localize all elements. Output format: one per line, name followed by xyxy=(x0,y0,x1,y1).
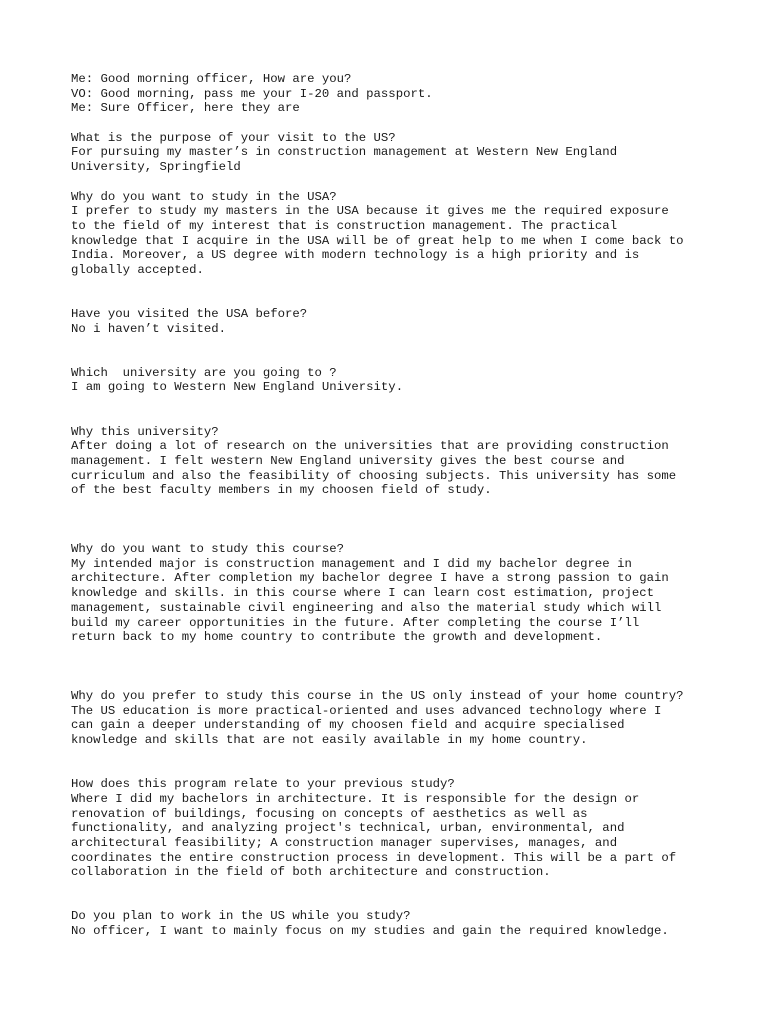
paragraph-line: of the best faculty members in my choosen field of study. xyxy=(71,483,492,498)
paragraph-line: I am going to Western New England University. xyxy=(71,380,404,395)
paragraph-line: Me: Sure Officer, here they are xyxy=(71,101,300,116)
paragraph-line: renovation of buildings, focusing on concepts of aesthetics as well as xyxy=(71,806,588,821)
paragraph-line: Where I did my bachelors in architecture. It is responsible for the design or xyxy=(71,791,640,806)
paragraph-line: My intended major is construction management and I did my bachelor degree in xyxy=(71,556,632,571)
paragraph-first-line: Which university are you going to ? xyxy=(71,365,337,380)
paragraph-block xyxy=(71,72,711,116)
paragraph-line: architecture. After completion my bachelor degree I have a strong passion to gain xyxy=(71,571,669,586)
paragraph-line: collaboration in the field of both architecture and construction. xyxy=(71,865,551,880)
paragraph-block xyxy=(71,909,711,938)
paragraph-block xyxy=(71,542,711,645)
document-body xyxy=(71,72,711,939)
paragraph-first-line: Me: Good morning officer, How are you? xyxy=(71,72,352,86)
paragraph-line: University, Springfield xyxy=(71,160,241,175)
paragraph-first-line: Why do you prefer to study this course in the US only instead of your home country? xyxy=(71,688,684,703)
paragraph-line: curriculum and also the feasibility of choosing subjects. This university has some xyxy=(71,468,677,483)
paragraph-line: functionality, and analyzing project's technical, urban, environmental, and xyxy=(71,821,625,836)
paragraph-line: globally accepted. xyxy=(71,262,204,277)
paragraph-line: architectural feasibility; A construction manager supervises, manages, and xyxy=(71,835,618,850)
paragraph-line: knowledge and skills. in this course where I can learn cost estimation, project xyxy=(71,586,654,601)
paragraph-first-line: Do you plan to work in the US while you study? xyxy=(71,909,411,924)
paragraph-line: No i haven’t visited. xyxy=(71,321,226,336)
paragraph-first-line: What is the purpose of your visit to the US? xyxy=(71,130,396,145)
paragraph-first-line: How does this program relate to your previous study? xyxy=(71,777,455,792)
paragraph-line: return back to my home country to contribute the growth and development. xyxy=(71,630,603,645)
paragraph-line: The US education is more practical-oriented and uses advanced technology where I xyxy=(71,703,662,718)
paragraph-line: management. I felt western New England university gives the best course and xyxy=(71,453,625,468)
paragraph-line: I prefer to study my masters in the USA because it gives me the required exposure xyxy=(71,204,669,219)
paragraph-line: coordinates the entire construction process in development. This will be a part of xyxy=(71,850,677,865)
paragraph-block xyxy=(71,777,711,880)
paragraph-line: build my career opportunities in the future. After completing the course I’ll xyxy=(71,615,640,630)
paragraph-line: India. Moreover, a US degree with modern technology is a high priority and is xyxy=(71,248,640,263)
paragraph-line: No officer, I want to mainly focus on my studies and gain the required knowledge. xyxy=(71,924,669,939)
paragraph-block xyxy=(71,307,711,336)
paragraph-first-line: Have you visited the USA before? xyxy=(71,307,308,322)
paragraph-block xyxy=(71,425,711,498)
paragraph-line: For pursuing my master’s in construction management at Western New England xyxy=(71,145,618,160)
paragraph-line: knowledge that I acquire in the USA will be of great help to me when I come back to xyxy=(71,233,684,248)
paragraph-first-line: Why this university? xyxy=(71,424,219,439)
paragraph-line: can gain a deeper understanding of my choosen field and acquire specialised xyxy=(71,718,625,733)
paragraph-line: VO: Good morning, pass me your I-20 and passport. xyxy=(71,86,433,101)
paragraph-block xyxy=(71,131,711,175)
paragraph-line: management, sustainable civil engineering and also the material study which will xyxy=(71,600,662,615)
paragraph-block xyxy=(71,190,711,278)
paragraph-line: After doing a lot of research on the universities that are providing construction xyxy=(71,439,669,454)
paragraph-block xyxy=(71,366,711,395)
paragraph-block xyxy=(71,689,711,748)
paragraph-line: to the field of my interest that is construction management. The practical xyxy=(71,218,618,233)
paragraph-line: knowledge and skills that are not easily available in my home country. xyxy=(71,733,588,748)
paragraph-first-line: Why do you want to study this course? xyxy=(71,542,345,557)
paragraph-first-line: Why do you want to study in the USA? xyxy=(71,189,337,204)
